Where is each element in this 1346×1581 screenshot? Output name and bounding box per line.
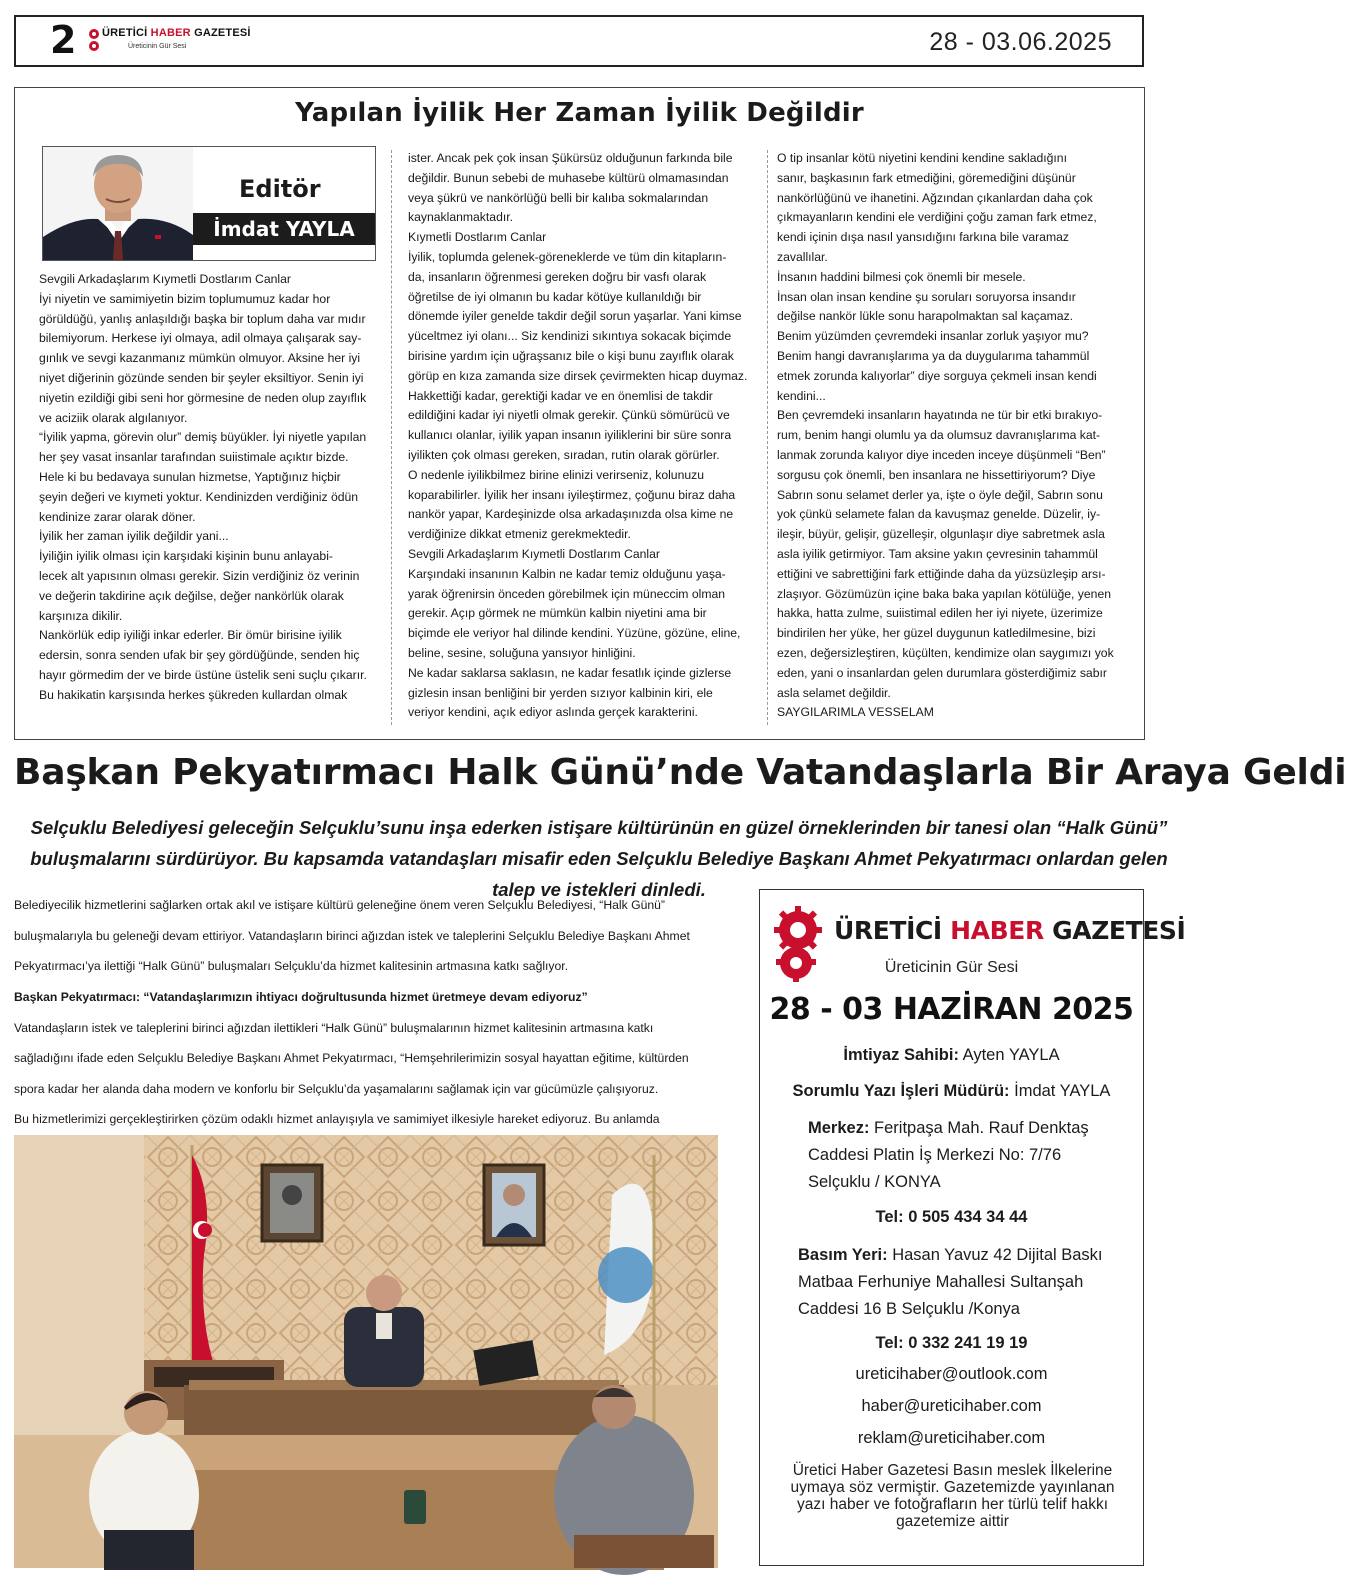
editorial-text-line: görüp en kıza zamanda size dirsek çevirmekten hicap duymaz. bbox=[408, 368, 748, 383]
editorial-text-line: yarak öğrenirsin önceden görebilmek için müneccim olman bbox=[408, 586, 726, 601]
hq-address-2: Caddesi Platin İş Merkezi No: 7/76 bbox=[808, 1146, 1062, 1164]
news-text-line: sağladığını ifade eden Selçuklu Belediye Başkanı Ahmet Pekyatırmacı, “Hemşehrilerimizin sosyal hayattan eğitime, kültürden bbox=[14, 1051, 689, 1066]
editorial-text-line: gınlık ve sevgi kazanmanız mümkün olmuyor. Aksine her iyi bbox=[39, 351, 361, 366]
editorial-column-1 bbox=[39, 270, 389, 706]
column-divider bbox=[767, 150, 768, 725]
editorial-text-line: dönemde iyiler genelde takdir değil sorun yaşarlar. Yani kimse bbox=[408, 309, 742, 324]
editorial-text-line: Nankörlük edip iyiliği inkar ederler. Bir ömür birisine iyilik bbox=[39, 628, 342, 643]
editor-line bbox=[760, 1082, 1143, 1101]
editorial-text-line: ezen, değersizleştiren, küçülten, kendimize olan saygımızı yok bbox=[777, 645, 1114, 660]
editorial-text-line: koparabilirler. İyilik her insanı iyileştirmez, çoğunu biraz daha bbox=[408, 487, 736, 502]
print-phone: Tel: 0 332 241 19 19 bbox=[875, 1334, 1028, 1352]
hq-label: Merkez: bbox=[808, 1119, 870, 1137]
author-role: Editör bbox=[239, 175, 321, 203]
masthead-box bbox=[759, 889, 1186, 1566]
editorial-text-line: her şey vasat insanlar tarafından suiistimale açıktır bizde. bbox=[39, 450, 349, 465]
editorial-text-line: ve aciziik olarak algılanıyor. bbox=[39, 410, 188, 425]
editorial-text-line: kullanıcı olanlar, iyilik yapan insanın iyiliklerini bir süre sonra bbox=[408, 428, 732, 443]
owner-label: İmtiyaz Sahibi: bbox=[843, 1046, 959, 1064]
page-number: 2 bbox=[50, 18, 77, 62]
editorial-text-line: O tip insanlar kötü niyetini kendini kendine sakladığını bbox=[777, 151, 1067, 165]
editorial-text-line: beline, sesine, soluğuna yansıyor hinliğini. bbox=[408, 645, 636, 660]
editorial-text-line: edildiğini kadar iyi niyetli olmak gerekir. Çünkü sömürücü ve bbox=[408, 408, 730, 423]
editorial-text-line: SAYGILARIMLA VESSELAM bbox=[777, 705, 934, 720]
masthead-title: ÜRETİCİ HABER GAZETESİ bbox=[834, 916, 1186, 945]
editorial-text-line: görüldüğü, yanlış anlaşıldığı başka bir toplum daha var mıdır bbox=[39, 311, 366, 326]
news-photo bbox=[14, 1135, 718, 1568]
editorial-column-3 bbox=[777, 149, 1132, 723]
editorial-text-line: Karşındaki insanının Kalbin ne kadar temiz olduğunu yaşa- bbox=[408, 566, 726, 581]
editorial-text-line: karşınıza dikilir. bbox=[39, 608, 123, 623]
editor-label: Sorumlu Yazı İşleri Müdürü: bbox=[792, 1082, 1010, 1100]
hq-address-1: Feritpaşa Mah. Rauf Denktaş bbox=[874, 1119, 1089, 1137]
print-label: Basım Yeri: bbox=[798, 1246, 888, 1264]
editorial-box bbox=[14, 87, 1145, 740]
editorial-text-line: İyilik, toplumda gelenek-göreneklerde ve tüm din kitapların- bbox=[408, 249, 727, 264]
editorial-text-line: edersin, sonra senden ufak bir şey gördüğünde, senden hiç bbox=[39, 648, 360, 663]
editorial-text-line: ister. Ancak pek çok insan Şükürsüz olduğunun farkında bile bbox=[408, 151, 733, 165]
news-text-line: Bu hizmetlerimizi gerçekleştirirken çözüm odaklı hizmet anlayışıyla ve samimiyet ilkesiyle hareket ediyoruz. Bu anlamda bbox=[14, 1112, 660, 1127]
editorial-text-line: kendinize zarar olarak döner. bbox=[39, 509, 196, 524]
editorial-text-line: şeyin değeri ve kıymeti yoktur. Kendinizden verdiğiniz ödün bbox=[39, 489, 359, 504]
editorial-text-line: Ben çevremdeki insanların hayatında ne tür bir etki bırakıyo- bbox=[777, 408, 1103, 423]
editorial-text-line: hakka, hatta zulme, suiistimal edilen her iyi niyete, üzerimize bbox=[777, 606, 1103, 621]
news-headline: Başkan Pekyatırmacı Halk Günü’nde Vatandaşlarla Bir Araya Geldi bbox=[14, 752, 1346, 793]
editorial-text-line: nankörlüğünü ve ihanetini. Ağzından çıkanlardan daha çok bbox=[777, 190, 1093, 205]
editorial-text-line: biçimde ele veriyor hal dilinde kendini. Yüzüne, gözüne, eline, bbox=[408, 626, 741, 641]
editorial-text-line: yok çünkü selamete falan da kavuşmaz genelde. Düzelir, iy- bbox=[777, 507, 1101, 522]
editorial-text-line: Bu hakikatin karşısında herkes şükreden kullardan olmak bbox=[39, 687, 348, 702]
editorial-text-line: gerekir. Açıp görmek ne mümkün kalbin niyetini ama bir bbox=[408, 606, 707, 621]
editorial-text-line: asla iyilik getirmiyor. Tam aksine yakın çevresinin tahammül bbox=[777, 546, 1098, 561]
editorial-text-line: O nedenle iyilikbilmez birine elinizi verirseniz, kolunuzu bbox=[408, 467, 705, 482]
editorial-text-line: Sevgili Arkadaşlarım Kıymetli Dostlarım Canlar bbox=[408, 546, 660, 561]
email-link-3[interactable]: reklam@ureticihaber.com bbox=[857, 1429, 1046, 1447]
print-address-2: Matbaa Ferhuniye Mahallesi Sultanşah bbox=[798, 1273, 1084, 1291]
masthead-subtitle: Üreticinin Gür Sesi bbox=[884, 959, 1019, 976]
editorial-text-line: niyetin ezildiği gibi seni hor görmesine de neden olup zayıflık bbox=[39, 390, 367, 405]
office-meeting-photo bbox=[14, 1135, 718, 1568]
editorial-text-line: niyet diğerinin gözünde senden bir şeyler eksiltiyor. Senin iyi bbox=[39, 370, 364, 385]
editorial-text-line: verdiğinize dikkat etmeniz gerekmektedir. bbox=[408, 527, 631, 542]
editorial-text-line: ve değerin takdirine açık değilse, değer nankörlük olarak bbox=[39, 588, 344, 603]
page-header bbox=[14, 15, 1144, 67]
editorial-text-line: Kıymetli Dostlarım Canlar bbox=[408, 230, 547, 245]
news-text-line: buluşmalarıyla bu geleneği devam ettiriyor. Vatandaşların birinci ağızdan istek ve taleplerini Selçuklu Belediye Başkanı Ahmet bbox=[14, 928, 690, 943]
editorial-text-line: veya şükrü ve nankörlüğü belli bir kalıba sokmalarından bbox=[408, 190, 709, 205]
editorial-text-line: Hele ki bu bedavaya sunulan hizmetse, Yaptığınız hiçbir bbox=[39, 469, 341, 484]
issue-date: 28 - 03.06.2025 bbox=[929, 28, 1112, 56]
editorial-text-line: asla selamet değildir. bbox=[777, 685, 891, 700]
editorial-text-line: gizlesin insan benliğini bir yerden sızıyor kalbinin kiri, ele bbox=[408, 685, 713, 700]
editorial-text-line: değilse nankör lükle sonu harapolmaktan sal kaçamaz. bbox=[777, 309, 1074, 324]
editorial-text-line: İyiliğin iyilik olması için karşıdaki kişinin bunu anlayabi- bbox=[39, 549, 333, 564]
editorial-text-line: öğretilse de iyi olmanın bu kadar kötüye kullanıldığı bir bbox=[408, 289, 702, 304]
owner-value: Ayten YAYLA bbox=[962, 1046, 1060, 1064]
editorial-text-line: ileşir, büyür, gelişir, güzelleşir, olgunlaşır diye sabretmek asla bbox=[777, 527, 1105, 542]
hq-phone: Tel: 0 505 434 34 44 bbox=[875, 1208, 1028, 1226]
header-logo-subtitle: Üreticinin Gür Sesi bbox=[128, 43, 187, 50]
editorial-text-line: İnsanın haddini bilmesi çok önemli bir mesele. bbox=[777, 269, 1026, 284]
editorial-text-line: kendini... bbox=[777, 388, 826, 403]
news-text-line: Pekyatırmacı’ya ilettiği “Halk Günü” buluşmaları Selçuklu’da hizmet kalitesinin artmasına katkı sağlıyor. bbox=[14, 959, 569, 974]
news-text-line: Belediyecilik hizmetlerini sağlarken ortak akıl ve istişare kültürü geleneğine önem veren Selçuklu Belediyesi, “Halk Günü” bbox=[14, 898, 665, 913]
editorial-text-line: iyilikten çok olması gereken, sıradan, rutin olarak görürler. bbox=[408, 447, 720, 462]
editorial-text-line: İnsan olan insan kendine şu soruları soruyorsa insandır bbox=[777, 289, 1076, 304]
masthead-footer-note: Üretici Haber Gazetesi Basın meslek İlkelerine uymaya söz vermiştir. Gazetemizde yayınlanan yazı haber ve fotoğrafların her türlü telif hakkı gazetemize aittir bbox=[790, 1462, 1115, 1530]
email-link-2[interactable]: haber@ureticihaber.com bbox=[861, 1397, 1042, 1415]
news-spot: Selçuklu Belediyesi geleceğin Selçuklu’sunu inşa ederken istişare kültürünün en güzel örneklerinden bir tanesi olan “Halk Günü” buluşmalarını sürdürüyor. Bu kapsamda vatandaşları misafir eden Selçuklu Belediye Başkanı Ahmet Pekyatırmacı onlardan gelen talep ve istekleri dinledi. bbox=[30, 817, 1168, 900]
editorial-text-line: İyi niyetin ve samimiyetin bizim toplumumuz kadar hor bbox=[39, 291, 331, 306]
editorial-text-line: zavallılar. bbox=[777, 249, 828, 264]
editorial-text-line: Sabrın sonu selamet derler ya, işte o öyle değil, Sabrın sonu bbox=[777, 487, 1103, 502]
hq-address-3: Selçuklu / KONYA bbox=[808, 1173, 941, 1191]
editorial-text-line: lanmak zorunda kalıyor diye inceden inceye düşünmeli “Ben” bbox=[777, 447, 1106, 462]
editorial-text-line: zlaşıyor. Gözümüzün içine baka baka yapılan kötülüğe, yenen bbox=[777, 586, 1112, 601]
editorial-text-line: nankör yapar, Kardeşinizde olsa arkadaşınızda olsa kime ne bbox=[408, 507, 734, 522]
editorial-text-line: hayır görmedim der ve birde üstüne üstelik seni suçlu çıkarır. bbox=[39, 667, 367, 682]
print-address-1: Hasan Yavuz 42 Dijital Baskı bbox=[892, 1246, 1103, 1264]
print-line-1 bbox=[798, 1246, 1103, 1265]
editorial-text-line: kendi içinin dışa nasıl yansıdığını farkına bile varamaz bbox=[777, 230, 1069, 245]
editorial-text-line: Benim hangi davranışlarıma ya da duygularıma tahammül bbox=[777, 348, 1090, 363]
news-text-line: spora kadar her alanda daha modern ve konforlu bir Selçuklu’da yaşamalarını sağlamak için var gücümüzle çalışıyoruz. bbox=[14, 1081, 659, 1096]
masthead-issue-date: 28 - 03 HAZİRAN 2025 bbox=[769, 992, 1134, 1027]
editorial-text-line: Ne kadar saklarsa saklasın, ne kadar fesatlık içinde gizlerse bbox=[408, 665, 732, 680]
editorial-text-line: bindirilen her yüke, her güzel duygunun katledilmesine, bizi bbox=[777, 626, 1096, 641]
editorial-text-line: ettiğini ve sabrettiğini fark ettiğinde daha da yüzsüzleşip arsı- bbox=[777, 566, 1106, 581]
hq-line-1 bbox=[808, 1119, 1089, 1138]
editorial-text-line: rum, benim hangi olumlu ya da olumsuz davranışlarıma kat- bbox=[777, 428, 1101, 443]
email-link-1[interactable]: ureticihaber@outlook.com bbox=[855, 1365, 1048, 1383]
editorial-text-line: veriyor kendini, açık ediyor aslında gerçek karakterini. bbox=[408, 705, 698, 720]
header-logo-title: ÜRETİCİ HABER GAZETESİ bbox=[102, 27, 251, 39]
editorial-text-line: da, insanların öğrenmesi gereken doğru bir vasfı olarak bbox=[408, 269, 707, 284]
editorial-text-line: “İyilik yapma, görevin olur” demiş büyükler. İyi niyetle yapılan bbox=[39, 430, 367, 445]
editorial-text-line: Hakkettiği kadar, gerektiği kadar ve en önemlisi de takdir bbox=[408, 388, 713, 403]
editorial-text-line: değildir. Bunun sebebi de muhasebe kültürü olmamasından bbox=[408, 170, 729, 185]
editorial-text-line: etmek zorunda kalıyorlar” diye sorguya çekmeli insan kendi bbox=[777, 368, 1097, 383]
author-name: İmdat YAYLA bbox=[193, 213, 375, 245]
author-card bbox=[42, 146, 376, 261]
editor-value: İmdat YAYLA bbox=[1014, 1082, 1111, 1100]
news-subheading: Başkan Pekyatırmacı: “Vatandaşlarımızın ihtiyacı doğrultusunda hizmet üretmeye devam ediyoruz” bbox=[14, 989, 588, 1004]
editorial-text-line: sorgusu çok önemli, ben insanlara ne hissettiriyorum? Diye bbox=[777, 467, 1096, 482]
editorial-text-line: İyilik her zaman iyilik değildir yani... bbox=[39, 529, 229, 544]
editorial-column-2 bbox=[408, 149, 763, 723]
editorial-text-line: birisine yardım için uğraşsanız bile o kişi bunu zayıflık olarak bbox=[408, 348, 734, 363]
editorial-title: Yapılan İyilik Her Zaman İyilik Değildir bbox=[295, 98, 864, 128]
editorial-text-line: eden, yani o insanlardan gelen durumlara gösterdiğimiz sabır bbox=[777, 665, 1107, 680]
editorial-text-line: sanır, başkasının fark etmediğini, göremediğini düşünür bbox=[777, 170, 1076, 185]
column-divider bbox=[391, 150, 392, 725]
gear-logo-icon bbox=[86, 27, 102, 53]
editorial-text-line: Benim yüzümden çevremdeki insanlar zorluk yaşıyor mu? bbox=[777, 329, 1089, 344]
news-body-intro bbox=[14, 896, 734, 976]
print-address-3: Caddesi 16 B Selçuklu /Konya bbox=[798, 1300, 1020, 1318]
news-text-line: Vatandaşların istek ve taleplerini birinci ağızdan ilettikleri “Halk Günü” buluşmalarının hizmet kalitesinin artmasına katkı bbox=[14, 1020, 654, 1035]
owner-line bbox=[760, 1046, 1143, 1065]
editorial-text-line: lecek alt yapısının olması gerekir. Sizin verdiğiniz öz verinin bbox=[39, 568, 360, 583]
editorial-text-line: bilemiyorum. Herkese iyi olmaya, adil olmaya çalışarak say- bbox=[39, 331, 362, 346]
editorial-text-line: çıkmayanların kendini ele verdiğini çoğu zaman fark etmez, bbox=[777, 210, 1097, 225]
editorial-text-line: kaynaklanmaktadır. bbox=[408, 210, 514, 225]
author-photo bbox=[43, 147, 193, 260]
editorial-text-line: Sevgili Arkadaşlarım Kıymetli Dostlarım Canlar bbox=[39, 272, 291, 286]
editorial-text-line: yüceltmez iyi olanı... Siz kendinizi sıkıntıya sokacak biçimde bbox=[408, 329, 732, 344]
